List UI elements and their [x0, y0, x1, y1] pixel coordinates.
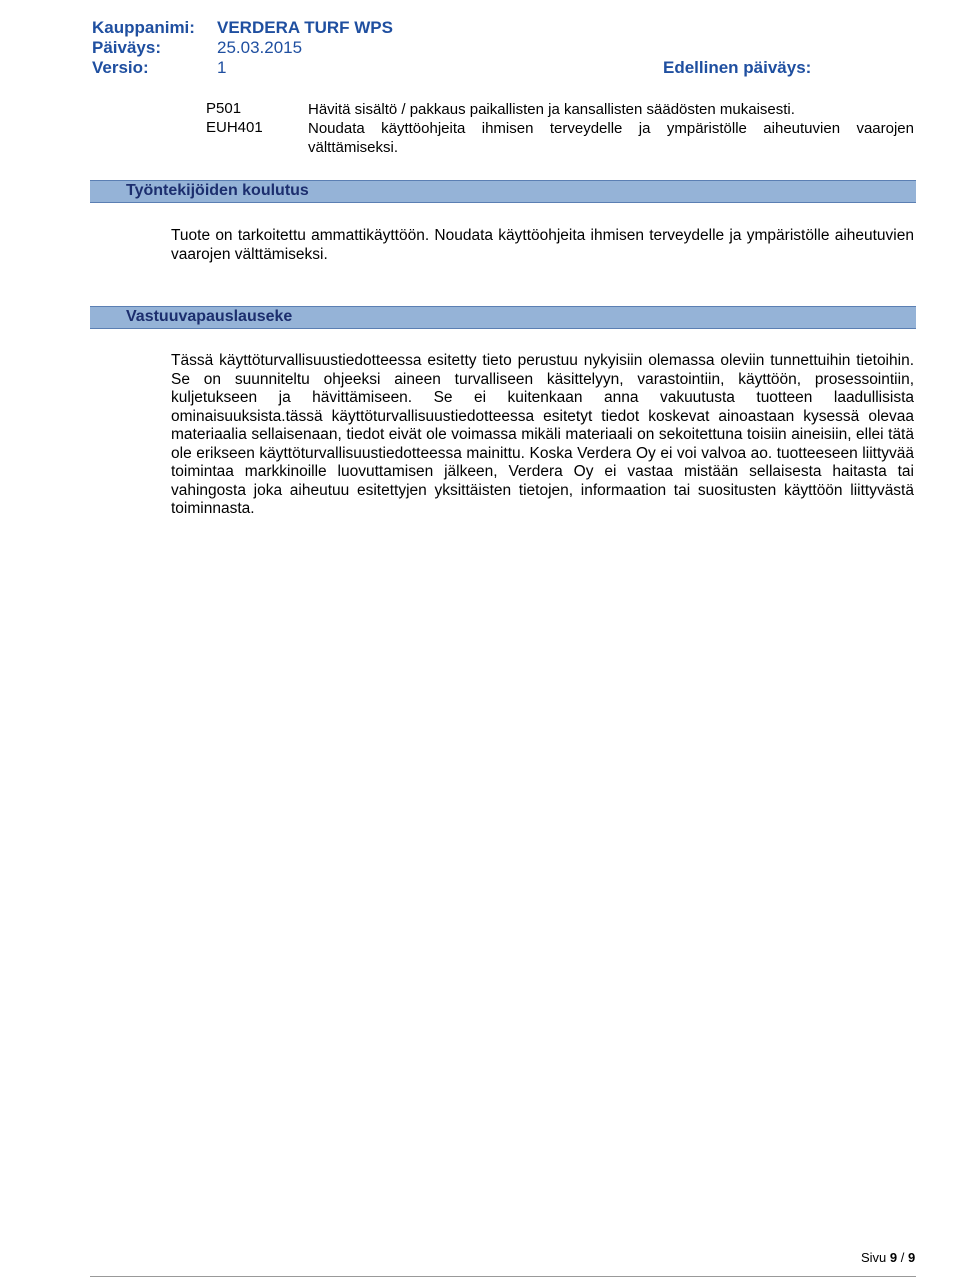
training-text: Tuote on tarkoitettu ammattikäyttöön. Noudata käyttöohjeita ihmisen terveydelle ja ympäristölle aiheutuvien vaarojen välttämiseksi. — [171, 227, 914, 263]
section-header-disclaimer — [90, 306, 916, 329]
version-value: 1 — [217, 58, 227, 77]
trade-name-row — [92, 18, 195, 38]
disclaimer-text: Tässä käyttöturvallisuustiedotteessa esitetty tieto perustuu nykyisiin olemassa oleviin tunnettuihin tietoihin. Se on suunniteltu ohjeeksi aineen turvalliseen käsittelyyn, varastointiin, käyttöön, prosessointiin, kuljetukseen ja hävittämiseen. Se ei kuitenkaan anna vakuutusta tuotteen laadullisista ominaisuuksista.tässä käyttöturvallisuustiedotteessa esitetyt tiedot koskevat ainoastaan kysessä olevaa materiaalia sellaisenaan, tiedot eivät ole voimassa mikäli materiaali on sekoitettuna toisiin aineisiin, ellei tätä ole erikseen käyttöturvallisuustiedotteessa mainittu. Koska Verdera Oy ei voi valvoa ao. tuotteeseen liittyvää toimintaa markkinoille luovuttamisen jälkeen, Verdera Oy ei vastaa mistään sellaisesta haitasta tai vahingosta joka aiheutuu esitettyjen yksittäisten tietojen, informaation tai suositusten käyttöön liittyvästä toiminnasta. — [171, 352, 914, 517]
page-number — [861, 1250, 915, 1265]
trade-name-label: Kauppanimi: — [92, 18, 195, 37]
statement-text: Hävitä sisältö / pakkaus paikallisten ja kansallisten säädösten mukaisesti. — [308, 101, 795, 118]
statement-code: P501 — [206, 100, 242, 117]
page-total: 9 — [908, 1250, 916, 1265]
section-title: Työntekijöiden koulutus — [126, 182, 309, 199]
statement-text: Noudata käyttöohjeita ihmisen terveydelle ja ympäristölle aiheutuvien vaarojen välttämiseksi. — [308, 120, 914, 156]
page-separator: / — [900, 1250, 905, 1265]
footer-divider — [90, 1276, 916, 1277]
page-label: Sivu — [861, 1250, 887, 1265]
trade-name-value: VERDERA TURF WPS — [217, 18, 393, 37]
previous-date-label: Edellinen päiväys: — [663, 58, 812, 77]
date-value: 25.03.2015 — [217, 38, 303, 57]
section-header-training — [90, 180, 916, 203]
statement-code: EUH401 — [206, 119, 263, 136]
section-title: Vastuuvapauslauseke — [126, 308, 293, 325]
version-label: Versio: — [92, 58, 149, 77]
page-current: 9 — [889, 1250, 898, 1265]
date-label: Päiväys: — [92, 38, 161, 57]
